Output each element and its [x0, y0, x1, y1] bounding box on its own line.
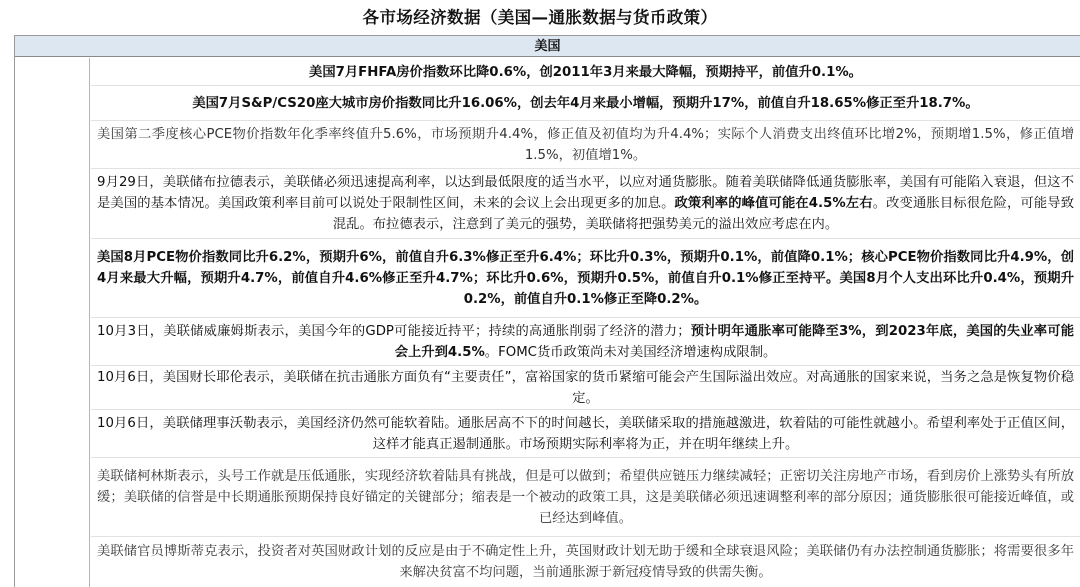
news-item-text: [97, 172, 1074, 235]
region-column: [14, 58, 90, 587]
news-item-text: 美国第二季度核心PCE物价指数年化季率终值升5.6%，市场预期升4.4%，修正值及初值均为升4.4%；实际个人消费支出终值环比增2%，预期增1.5%，修正值增1.5%，初值增1%。: [97, 126, 1074, 163]
list-item: [91, 121, 1080, 169]
list-item: [91, 169, 1080, 239]
section-header-us: 美国: [15, 36, 1080, 57]
news-item-text: 美联储官员博斯蒂克表示，投资者对英国财政计划的反应是由于不确定性上升，英国财政计划无助于缓和全球衰退风险；美联储仍有办法控制通货膨胀；将需要很多年来解决贫富不均问题，当前通胀源于新冠疫情导致的供需失衡。: [97, 544, 1074, 580]
list-item: [91, 366, 1080, 410]
news-item-text-part: 。FOMC货币政策尚未对美国经济增速构成限制。: [484, 344, 777, 360]
list-item: [91, 458, 1080, 537]
list-item: [91, 410, 1080, 458]
news-item-text: 美联储柯林斯表示，头号工作就是压低通胀，实现经济软着陆具有挑战，但是可以做到；希望供应链压力继续减轻；正密切关注房地产市场，看到房价上涨势头有所放缓；美联储的信誉是中长期通胀预期保持良好锚定的关键部分；缩表是一个被动的政策工具，这是美联储必须迅速调整利率的部分原因；通货膨胀很可能接近峰值，或已经达到峰值。: [97, 468, 1074, 526]
news-item-highlight: 预计明年通胀率可能降至3%，到2023年底，美国的失业率可能会上升到4.5%: [394, 323, 1074, 360]
news-item-text-part: 10月3日，美联储威廉姆斯表示，美国今年的GDP可能接近持平；持续的高通胀削弱了经济的潜力；: [97, 323, 691, 339]
news-item-text: 美国7月S&P/CS20座大城市房价指数同比升16.06%，创去年4月来最小增幅，预期升17%，前值自升18.65%修正至升18.7%。: [192, 95, 979, 111]
news-item-text-part: 。改变通胀目标很危险，可能导致混乱。布拉德表示，注意到了美元的强势，美联储将把强势美元的溢出效应考虑在内。: [332, 196, 1075, 232]
list-item: [91, 86, 1080, 121]
list-item: [91, 318, 1080, 366]
news-item-highlight: 政策利率的峰值可能在4.5%左右: [674, 196, 873, 211]
list-item: [91, 59, 1080, 86]
news-item-text: 10月6日，美国财长耶伦表示，美联储在抗击通胀方面负有“主要责任”，富裕国家的货币紧缩可能会产生国际溢出效应。对高通胀的国家来说，当务之急是恢复物价稳定。: [97, 369, 1074, 406]
news-item-text: [97, 321, 1074, 363]
page-title: 各市场经济数据（美国—通胀数据与货币政策）: [362, 8, 718, 27]
list-item: [91, 537, 1080, 587]
news-item-text: 10月6日，美联储理事沃勒表示，美国经济仍然可能软着陆。通胀居高不下的时间越长，美联储采取的措施越激进，软着陆的可能性就越小。希望利率处于正值区间，这样才能真正遏制通胀。市场预期实际利率将为正，并在明年继续上升。: [97, 415, 1074, 452]
news-item-text: 美国8月PCE物价指数同比升6.2%，预期升6%，前值自升6.3%修正至升6.4%；环比升0.3%，预期升0.1%，前值降0.1%；核心PCE物价指数同比升4.9%，创4月来最大升幅，预期升4.7%，前值自升4.6%修正至升4.7%；环比升0.6%，预期升0.5%，前值自升0.1%修正至持平。美国8月个人支出环比升0.4%，预期升0.2%，前值自升0.1%修正至降0.2%。: [97, 249, 1074, 307]
list-item: [91, 239, 1080, 318]
news-item-text-part: 9月29日，美联储布拉德表示，美联储必须迅速提高利率，以达到最低限度的适当水平，以应对通货膨胀。随着美联储降低通货膨胀率，美国有可能陷入衰退，但这不是美国的基本情况。美国政策利率目前可以说处于限制性区间，未来的会议上会出现更多的加息。: [97, 175, 1074, 211]
news-item-text: 美国7月FHFA房价指数环比降0.6%，创2011年3月来最大降幅，预期持平，前值升0.1%。: [309, 64, 862, 80]
